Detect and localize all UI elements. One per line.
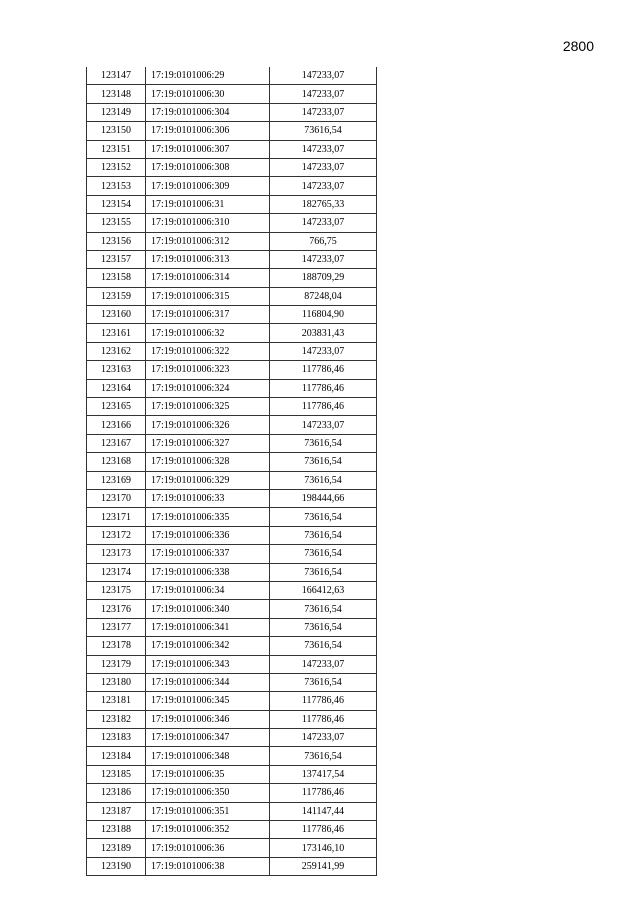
row-id-cell: 123168	[87, 453, 146, 471]
cadastral-value-cell: 147233,07	[270, 655, 377, 673]
row-id-cell: 123170	[87, 489, 146, 507]
cadastral-value-cell: 147233,07	[270, 158, 377, 176]
cadastral-number-cell: 17:19:0101006:322	[146, 342, 270, 360]
table-row	[87, 177, 377, 195]
row-id-cell: 123171	[87, 508, 146, 526]
cadastral-number-cell: 17:19:0101006:38	[146, 857, 270, 875]
row-id-cell: 123148	[87, 85, 146, 103]
table-row	[87, 342, 377, 360]
table-row	[87, 729, 377, 747]
row-id-cell: 123161	[87, 324, 146, 342]
table-row	[87, 250, 377, 268]
cadastral-value-cell: 147233,07	[270, 177, 377, 195]
cadastral-number-cell: 17:19:0101006:310	[146, 214, 270, 232]
table-row	[87, 453, 377, 471]
cadastral-number-cell: 17:19:0101006:326	[146, 416, 270, 434]
cadastral-value-cell: 147233,07	[270, 85, 377, 103]
row-id-cell: 123153	[87, 177, 146, 195]
table-row	[87, 600, 377, 618]
cadastral-number-cell: 17:19:0101006:337	[146, 545, 270, 563]
cadastral-value-cell: 117786,46	[270, 398, 377, 416]
cadastral-value-cell: 766,75	[270, 232, 377, 250]
table-row	[87, 361, 377, 379]
cadastral-value-table	[86, 67, 377, 876]
row-id-cell: 123190	[87, 857, 146, 875]
row-id-cell: 123158	[87, 269, 146, 287]
table-row	[87, 637, 377, 655]
cadastral-number-cell: 17:19:0101006:33	[146, 489, 270, 507]
table-row	[87, 508, 377, 526]
cadastral-number-cell: 17:19:0101006:306	[146, 122, 270, 140]
table-row	[87, 306, 377, 324]
cadastral-value-cell: 73616,54	[270, 122, 377, 140]
row-id-cell: 123164	[87, 379, 146, 397]
cadastral-value-cell: 73616,54	[270, 545, 377, 563]
table-row	[87, 747, 377, 765]
row-id-cell: 123181	[87, 692, 146, 710]
row-id-cell: 123183	[87, 729, 146, 747]
table-row	[87, 67, 377, 85]
cadastral-value-cell: 259141,99	[270, 857, 377, 875]
cadastral-number-cell: 17:19:0101006:32	[146, 324, 270, 342]
cadastral-value-cell: 73616,54	[270, 526, 377, 544]
cadastral-number-cell: 17:19:0101006:324	[146, 379, 270, 397]
table-row	[87, 563, 377, 581]
row-id-cell: 123149	[87, 103, 146, 121]
table-row	[87, 710, 377, 728]
cadastral-value-cell: 141147,44	[270, 802, 377, 820]
cadastral-value-cell: 166412,63	[270, 581, 377, 599]
row-id-cell: 123187	[87, 802, 146, 820]
cadastral-number-cell: 17:19:0101006:329	[146, 471, 270, 489]
cadastral-number-cell: 17:19:0101006:341	[146, 618, 270, 636]
cadastral-number-cell: 17:19:0101006:335	[146, 508, 270, 526]
table-row	[87, 324, 377, 342]
cadastral-number-cell: 17:19:0101006:309	[146, 177, 270, 195]
cadastral-number-cell: 17:19:0101006:352	[146, 821, 270, 839]
table-row	[87, 269, 377, 287]
cadastral-value-cell: 147233,07	[270, 416, 377, 434]
row-id-cell: 123157	[87, 250, 146, 268]
cadastral-number-cell: 17:19:0101006:338	[146, 563, 270, 581]
cadastral-number-cell: 17:19:0101006:347	[146, 729, 270, 747]
row-id-cell: 123186	[87, 784, 146, 802]
cadastral-value-cell: 147233,07	[270, 67, 377, 85]
page-number: 2800	[562, 38, 594, 54]
row-id-cell: 123180	[87, 673, 146, 691]
cadastral-number-cell: 17:19:0101006:344	[146, 673, 270, 691]
table-row	[87, 85, 377, 103]
table-row	[87, 434, 377, 452]
cadastral-number-cell: 17:19:0101006:346	[146, 710, 270, 728]
row-id-cell: 123173	[87, 545, 146, 563]
cadastral-value-cell: 117786,46	[270, 710, 377, 728]
table-row	[87, 158, 377, 176]
table-row	[87, 692, 377, 710]
cadastral-number-cell: 17:19:0101006:30	[146, 85, 270, 103]
cadastral-value-cell: 117786,46	[270, 821, 377, 839]
table-row	[87, 581, 377, 599]
cadastral-number-cell: 17:19:0101006:313	[146, 250, 270, 268]
table-row	[87, 195, 377, 213]
table-row	[87, 214, 377, 232]
row-id-cell: 123151	[87, 140, 146, 158]
cadastral-number-cell: 17:19:0101006:340	[146, 600, 270, 618]
row-id-cell: 123172	[87, 526, 146, 544]
row-id-cell: 123178	[87, 637, 146, 655]
cadastral-number-cell: 17:19:0101006:317	[146, 306, 270, 324]
row-id-cell: 123177	[87, 618, 146, 636]
table-row	[87, 618, 377, 636]
table-row	[87, 471, 377, 489]
table-row	[87, 839, 377, 857]
row-id-cell: 123189	[87, 839, 146, 857]
cadastral-value-cell: 73616,54	[270, 747, 377, 765]
row-id-cell: 123176	[87, 600, 146, 618]
cadastral-value-cell: 73616,54	[270, 434, 377, 452]
row-id-cell: 123154	[87, 195, 146, 213]
cadastral-number-cell: 17:19:0101006:34	[146, 581, 270, 599]
cadastral-value-cell: 173146,10	[270, 839, 377, 857]
row-id-cell: 123169	[87, 471, 146, 489]
cadastral-number-cell: 17:19:0101006:342	[146, 637, 270, 655]
table-row	[87, 416, 377, 434]
cadastral-value-cell: 147233,07	[270, 140, 377, 158]
cadastral-value-cell: 147233,07	[270, 103, 377, 121]
cadastral-number-cell: 17:19:0101006:35	[146, 765, 270, 783]
cadastral-number-cell: 17:19:0101006:348	[146, 747, 270, 765]
cadastral-number-cell: 17:19:0101006:315	[146, 287, 270, 305]
table-row	[87, 857, 377, 875]
cadastral-value-cell: 203831,43	[270, 324, 377, 342]
cadastral-value-cell: 117786,46	[270, 692, 377, 710]
table-row	[87, 122, 377, 140]
cadastral-number-cell: 17:19:0101006:314	[146, 269, 270, 287]
cadastral-value-cell: 182765,33	[270, 195, 377, 213]
cadastral-number-cell: 17:19:0101006:350	[146, 784, 270, 802]
table-row	[87, 103, 377, 121]
cadastral-number-cell: 17:19:0101006:308	[146, 158, 270, 176]
row-id-cell: 123166	[87, 416, 146, 434]
table-row	[87, 287, 377, 305]
cadastral-number-cell: 17:19:0101006:312	[146, 232, 270, 250]
cadastral-value-cell: 73616,54	[270, 508, 377, 526]
table-row	[87, 140, 377, 158]
row-id-cell: 123147	[87, 67, 146, 85]
table-row	[87, 673, 377, 691]
row-id-cell: 123167	[87, 434, 146, 452]
cadastral-value-cell: 73616,54	[270, 600, 377, 618]
cadastral-number-cell: 17:19:0101006:345	[146, 692, 270, 710]
table-row	[87, 545, 377, 563]
cadastral-value-cell: 73616,54	[270, 563, 377, 581]
cadastral-number-cell: 17:19:0101006:343	[146, 655, 270, 673]
row-id-cell: 123182	[87, 710, 146, 728]
cadastral-value-cell: 137417,54	[270, 765, 377, 783]
cadastral-value-cell: 116804,90	[270, 306, 377, 324]
table-row	[87, 379, 377, 397]
table-row	[87, 802, 377, 820]
table-row	[87, 232, 377, 250]
table-body	[87, 67, 377, 876]
row-id-cell: 123175	[87, 581, 146, 599]
cadastral-number-cell: 17:19:0101006:31	[146, 195, 270, 213]
row-id-cell: 123156	[87, 232, 146, 250]
row-id-cell: 123185	[87, 765, 146, 783]
cadastral-value-cell: 147233,07	[270, 729, 377, 747]
cadastral-value-cell: 198444,66	[270, 489, 377, 507]
row-id-cell: 123188	[87, 821, 146, 839]
table-row	[87, 821, 377, 839]
row-id-cell: 123159	[87, 287, 146, 305]
cadastral-number-cell: 17:19:0101006:307	[146, 140, 270, 158]
cadastral-value-cell: 87248,04	[270, 287, 377, 305]
cadastral-number-cell: 17:19:0101006:351	[146, 802, 270, 820]
cadastral-number-cell: 17:19:0101006:304	[146, 103, 270, 121]
cadastral-number-cell: 17:19:0101006:36	[146, 839, 270, 857]
table-row	[87, 765, 377, 783]
cadastral-value-cell: 117786,46	[270, 784, 377, 802]
row-id-cell: 123163	[87, 361, 146, 379]
cadastral-number-cell: 17:19:0101006:328	[146, 453, 270, 471]
row-id-cell: 123150	[87, 122, 146, 140]
cadastral-value-cell: 188709,29	[270, 269, 377, 287]
table-row	[87, 489, 377, 507]
cadastral-value-cell: 117786,46	[270, 379, 377, 397]
table-row	[87, 655, 377, 673]
cadastral-value-cell: 73616,54	[270, 673, 377, 691]
cadastral-value-cell: 147233,07	[270, 342, 377, 360]
cadastral-value-cell: 73616,54	[270, 453, 377, 471]
cadastral-value-cell: 117786,46	[270, 361, 377, 379]
row-id-cell: 123155	[87, 214, 146, 232]
row-id-cell: 123184	[87, 747, 146, 765]
cadastral-value-cell: 147233,07	[270, 250, 377, 268]
table-row	[87, 784, 377, 802]
row-id-cell: 123152	[87, 158, 146, 176]
row-id-cell: 123162	[87, 342, 146, 360]
row-id-cell: 123179	[87, 655, 146, 673]
row-id-cell: 123160	[87, 306, 146, 324]
cadastral-value-cell: 73616,54	[270, 618, 377, 636]
cadastral-number-cell: 17:19:0101006:325	[146, 398, 270, 416]
row-id-cell: 123174	[87, 563, 146, 581]
cadastral-value-cell: 73616,54	[270, 637, 377, 655]
table-row	[87, 398, 377, 416]
cadastral-value-cell: 73616,54	[270, 471, 377, 489]
cadastral-value-cell: 147233,07	[270, 214, 377, 232]
cadastral-number-cell: 17:19:0101006:29	[146, 67, 270, 85]
cadastral-number-cell: 17:19:0101006:327	[146, 434, 270, 452]
row-id-cell: 123165	[87, 398, 146, 416]
cadastral-number-cell: 17:19:0101006:336	[146, 526, 270, 544]
cadastral-number-cell: 17:19:0101006:323	[146, 361, 270, 379]
table-row	[87, 526, 377, 544]
